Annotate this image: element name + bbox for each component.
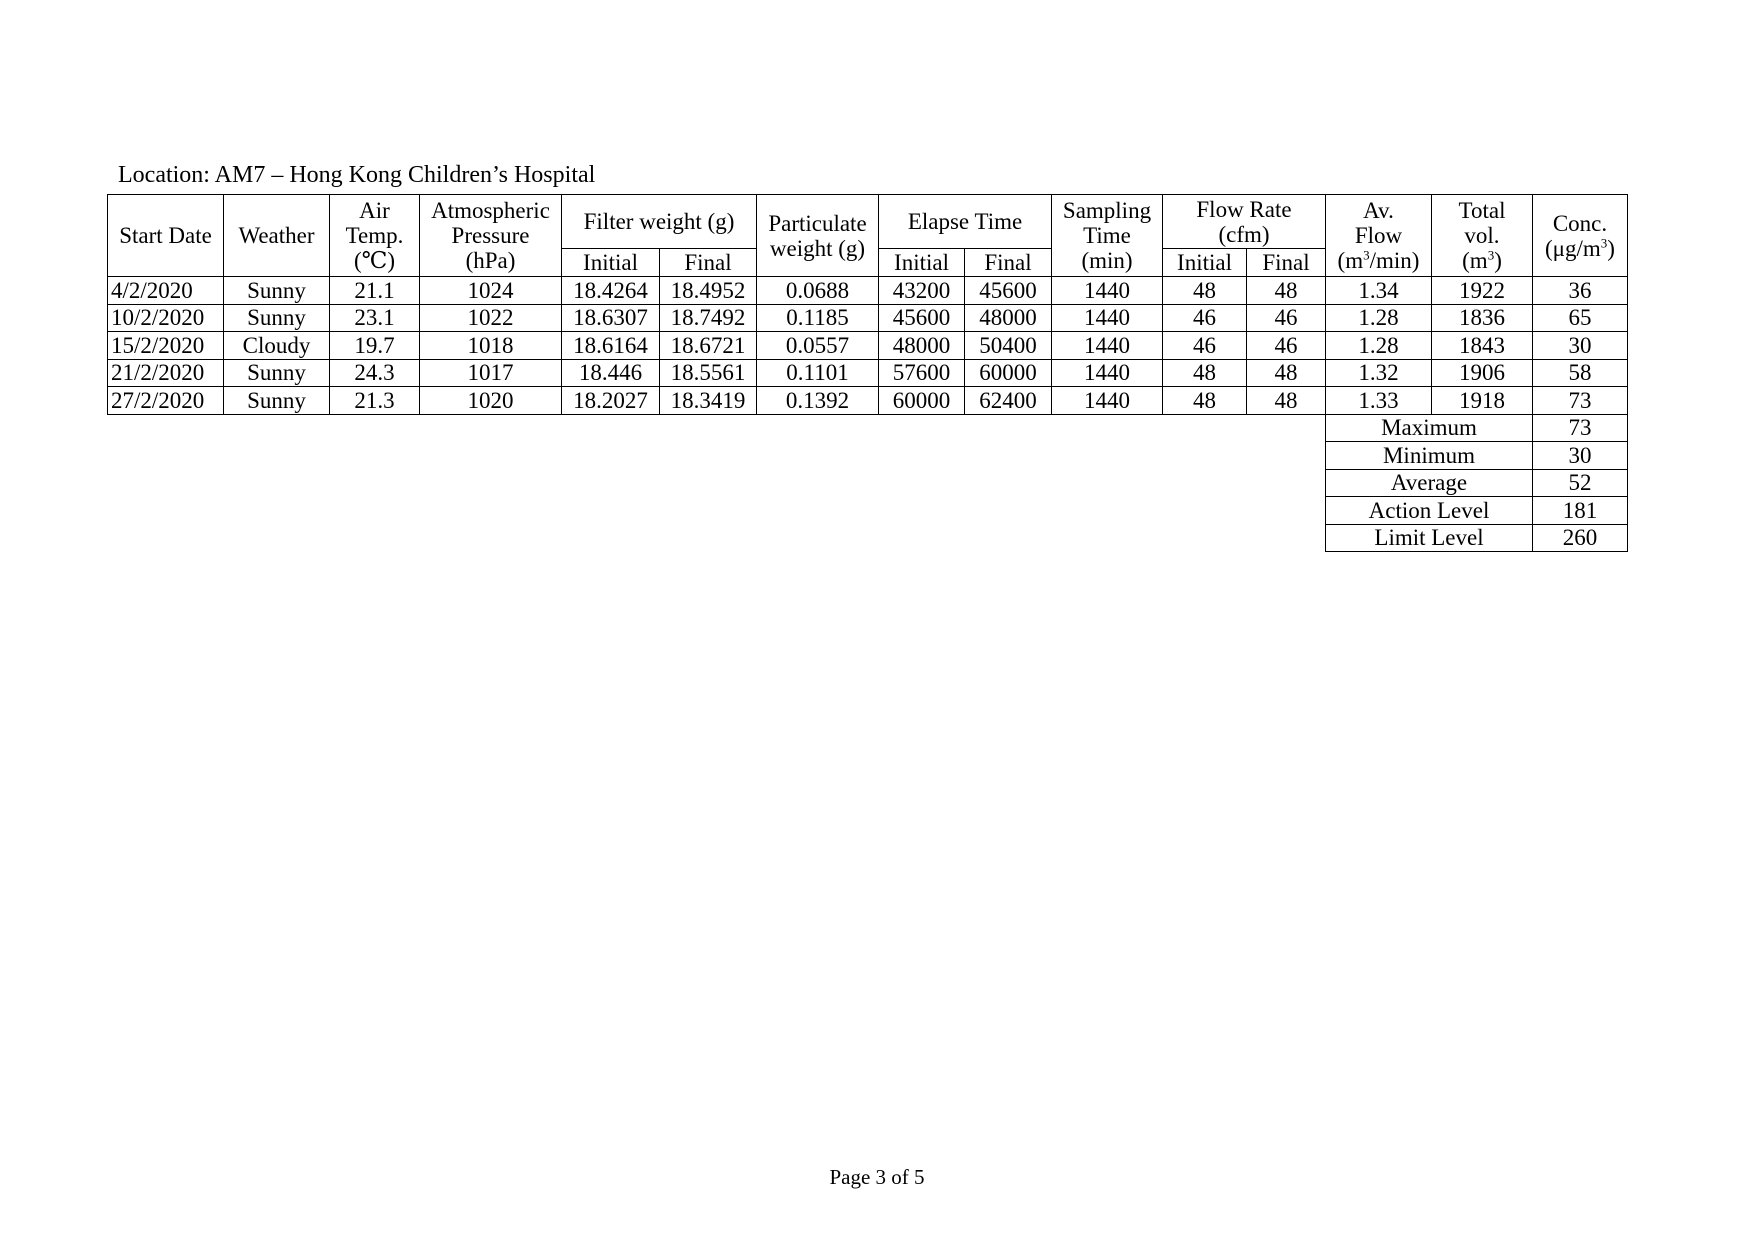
table-cell: 0.1392	[757, 387, 879, 415]
table-cell: 45600	[965, 277, 1052, 305]
table-cell: 18.6721	[660, 332, 757, 360]
table-cell: 1.34	[1326, 277, 1432, 305]
table-cell: 48	[1247, 277, 1326, 305]
summary-value: 30	[1533, 442, 1628, 470]
table-cell: 43200	[879, 277, 965, 305]
summary-spacer	[108, 414, 1326, 442]
header-filter-initial: Initial	[562, 249, 660, 277]
header-air-temp: Air Temp. (℃)	[330, 195, 420, 277]
header-filter-final: Final	[660, 249, 757, 277]
table-cell: Sunny	[224, 387, 330, 415]
table-cell: 46	[1163, 332, 1247, 360]
table-cell: 30	[1533, 332, 1628, 360]
table-cell: 1.33	[1326, 387, 1432, 415]
table-cell: Sunny	[224, 359, 330, 387]
summary-value: 181	[1533, 497, 1628, 525]
table-cell: 18.4952	[660, 277, 757, 305]
table-cell: 62400	[965, 387, 1052, 415]
table-cell: 1.28	[1326, 304, 1432, 332]
table-cell: 1843	[1432, 332, 1533, 360]
table-cell: 21.3	[330, 387, 420, 415]
table-cell: 18.6164	[562, 332, 660, 360]
table-cell: 1440	[1052, 359, 1163, 387]
summary-label: Limit Level	[1326, 524, 1533, 552]
table-cell: 1024	[420, 277, 562, 305]
table-cell: 1440	[1052, 332, 1163, 360]
table-cell: 0.0688	[757, 277, 879, 305]
header-elapse-initial: Initial	[879, 249, 965, 277]
table-cell: 48000	[879, 332, 965, 360]
table-row	[108, 359, 1628, 387]
air-monitoring-table	[107, 194, 1628, 552]
summary-row	[108, 414, 1628, 442]
summary-value: 260	[1533, 524, 1628, 552]
table-cell: 1836	[1432, 304, 1533, 332]
table-cell: 1440	[1052, 387, 1163, 415]
header-weather: Weather	[224, 195, 330, 277]
summary-spacer	[108, 524, 1326, 552]
table-cell: 46	[1163, 304, 1247, 332]
summary-value: 52	[1533, 469, 1628, 497]
table-row	[108, 387, 1628, 415]
table-cell: 15/2/2020	[108, 332, 224, 360]
location-title: Location: AM7 – Hong Kong Children’s Hospital	[118, 162, 596, 188]
table-cell: 48	[1247, 387, 1326, 415]
summary-label: Action Level	[1326, 497, 1533, 525]
table-cell: 18.4264	[562, 277, 660, 305]
table-cell: 50400	[965, 332, 1052, 360]
summary-label: Maximum	[1326, 414, 1533, 442]
table-cell: 57600	[879, 359, 965, 387]
header-flow-initial: Initial	[1163, 249, 1247, 277]
table-cell: 73	[1533, 387, 1628, 415]
table-cell: 18.6307	[562, 304, 660, 332]
header-elapse-final: Final	[965, 249, 1052, 277]
table-cell: 48	[1247, 359, 1326, 387]
summary-row	[108, 524, 1628, 552]
header-flow-rate: Flow Rate (cfm)	[1163, 195, 1326, 249]
table-cell: 1440	[1052, 277, 1163, 305]
summary-row	[108, 469, 1628, 497]
header-start-date: Start Date	[108, 195, 224, 277]
table-cell: 23.1	[330, 304, 420, 332]
table-cell: 21.1	[330, 277, 420, 305]
table-cell: 18.446	[562, 359, 660, 387]
table-cell: 0.0557	[757, 332, 879, 360]
summary-spacer	[108, 469, 1326, 497]
table-cell: 48	[1163, 359, 1247, 387]
table-cell: 1440	[1052, 304, 1163, 332]
table-cell: 21/2/2020	[108, 359, 224, 387]
table-cell: 60000	[879, 387, 965, 415]
table-cell: 1.32	[1326, 359, 1432, 387]
summary-label: Minimum	[1326, 442, 1533, 470]
table-cell: 46	[1247, 332, 1326, 360]
header-sampling-time: Sampling Time (min)	[1052, 195, 1163, 277]
table-cell: 58	[1533, 359, 1628, 387]
table-cell: Cloudy	[224, 332, 330, 360]
table-cell: 18.2027	[562, 387, 660, 415]
table-cell: 18.5561	[660, 359, 757, 387]
table-cell: 1017	[420, 359, 562, 387]
table-cell: 4/2/2020	[108, 277, 224, 305]
table-cell: 24.3	[330, 359, 420, 387]
table-row	[108, 332, 1628, 360]
table-cell: 0.1185	[757, 304, 879, 332]
table-cell: 45600	[879, 304, 965, 332]
header-particulate-weight: Particulate weight (g)	[757, 195, 879, 277]
table-cell: 36	[1533, 277, 1628, 305]
table-cell: 18.3419	[660, 387, 757, 415]
summary-label: Average	[1326, 469, 1533, 497]
table-cell: 1906	[1432, 359, 1533, 387]
header-elapse-time: Elapse Time	[879, 195, 1052, 249]
table-cell: 1018	[420, 332, 562, 360]
table-cell: 1020	[420, 387, 562, 415]
table-cell: 1922	[1432, 277, 1533, 305]
table-cell: Sunny	[224, 304, 330, 332]
summary-spacer	[108, 497, 1326, 525]
table-cell: 46	[1247, 304, 1326, 332]
table-cell: 18.7492	[660, 304, 757, 332]
table-cell: 1022	[420, 304, 562, 332]
table-cell: Sunny	[224, 277, 330, 305]
summary-row	[108, 497, 1628, 525]
header-filter-weight: Filter weight (g)	[562, 195, 757, 249]
table-cell: 1.28	[1326, 332, 1432, 360]
summary-row	[108, 442, 1628, 470]
header-flow-final: Final	[1247, 249, 1326, 277]
header-atm-pressure: Atmospheric Pressure (hPa)	[420, 195, 562, 277]
table-cell: 19.7	[330, 332, 420, 360]
table-row	[108, 277, 1628, 305]
table-cell: 27/2/2020	[108, 387, 224, 415]
header-total-vol: Total vol. $(m^3)$	[1432, 195, 1533, 277]
table-cell: 1918	[1432, 387, 1533, 415]
table-cell: 10/2/2020	[108, 304, 224, 332]
table-cell: 48	[1163, 277, 1247, 305]
table-cell: 60000	[965, 359, 1052, 387]
table-cell: 65	[1533, 304, 1628, 332]
summary-spacer	[108, 442, 1326, 470]
table-cell: 48	[1163, 387, 1247, 415]
summary-value: 73	[1533, 414, 1628, 442]
header-av-flow: Av. Flow $(m^3/\min)$	[1326, 195, 1432, 277]
table-cell: 48000	[965, 304, 1052, 332]
table-cell: 0.1101	[757, 359, 879, 387]
page-number: Page 3 of 5	[829, 1165, 925, 1189]
header-conc: Conc. $(\mu g/m^3)$	[1533, 195, 1628, 277]
table-row	[108, 304, 1628, 332]
